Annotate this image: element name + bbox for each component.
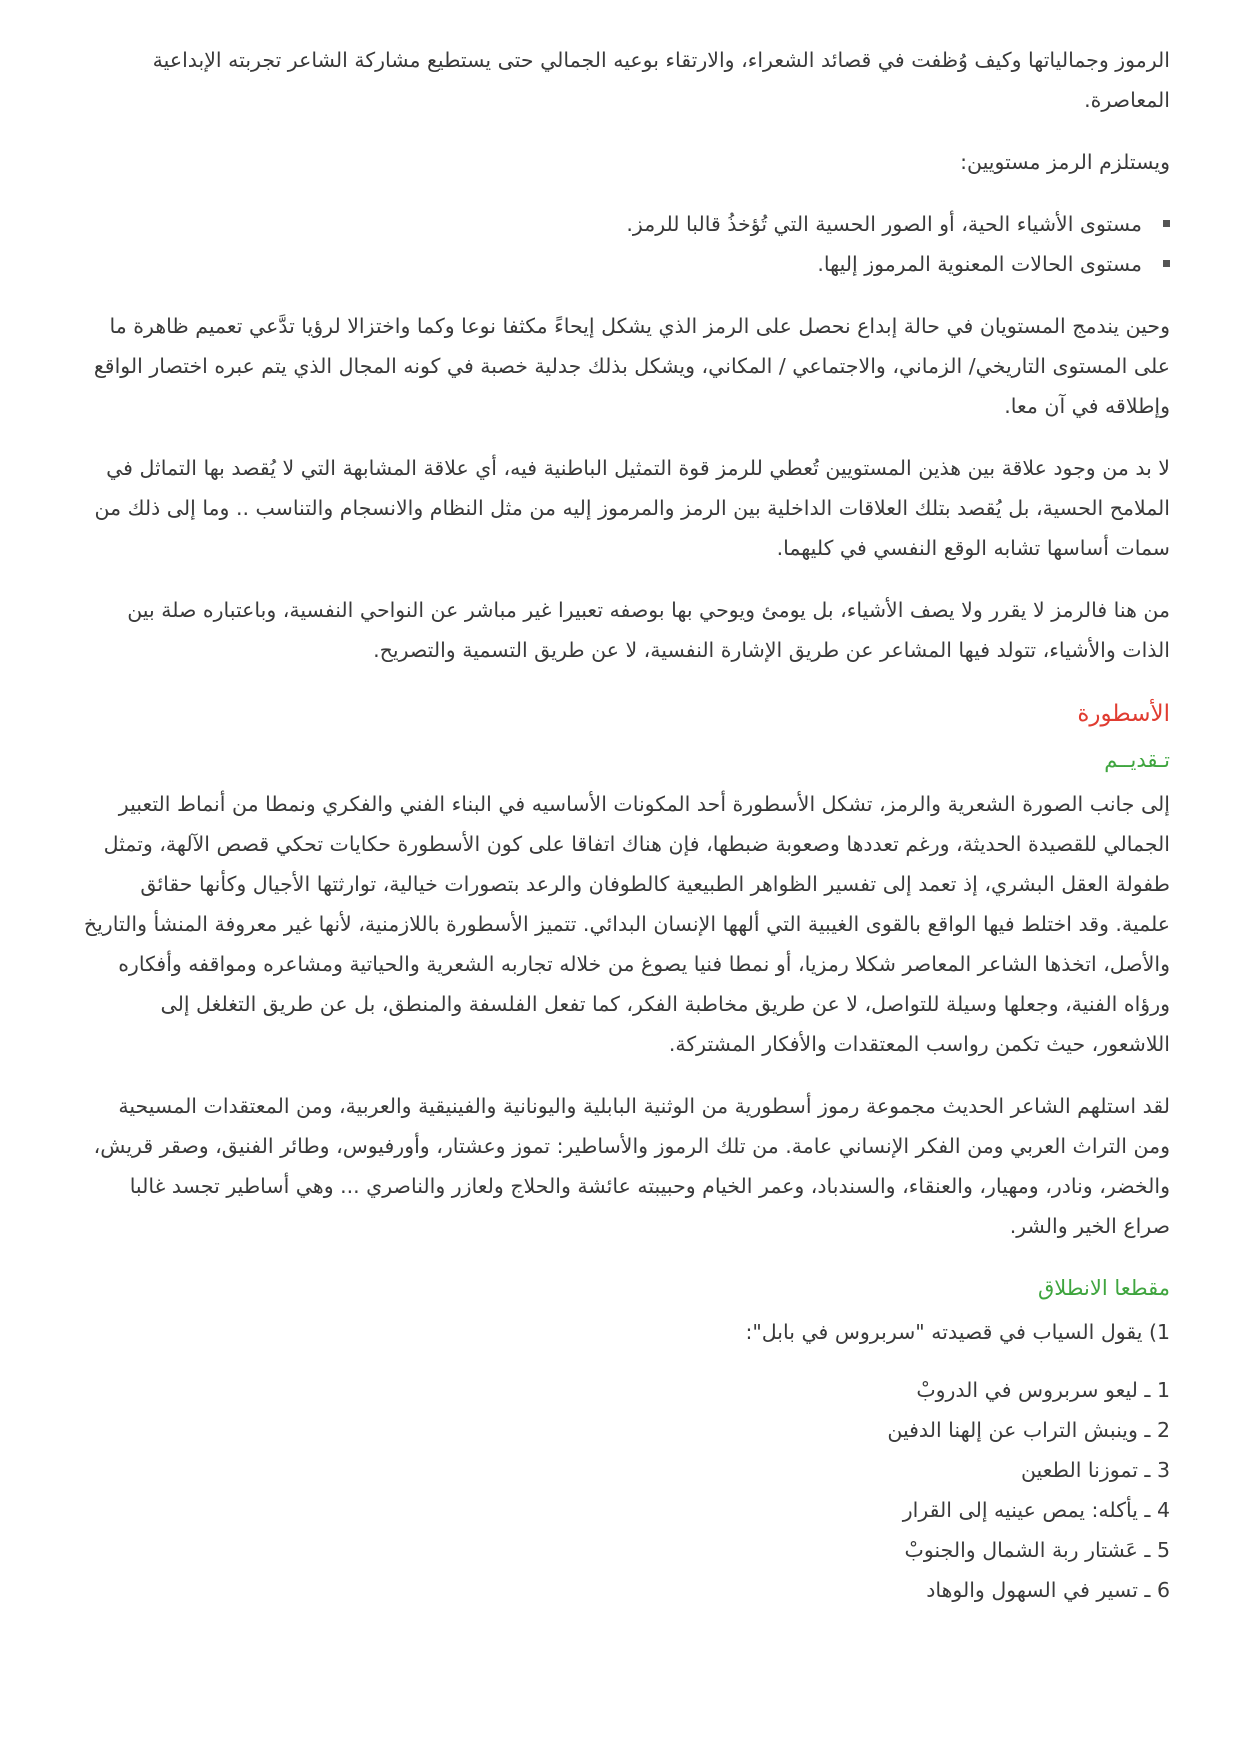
excerpt-intro: 1) يقول السياب في قصيدته "سربروس في بابل":	[745, 1320, 1170, 1344]
paragraph-relation: لا بد من وجود علاقة بين هذين المستويين تُعطي للرمز قوة التمثيل الباطنية فيه، أي علاقة المشابهة التي لا يُقصد بها التماثل في الملامح الحسية، بل يُقصد بتلك العلاقات الداخلية بين الرمز والمرموز إليه من مثل النظام والانسجام والتناسب .. وما إلى ذلك من سمات أساسها تشابه الوقع النفسي في كليهما.	[94, 456, 1170, 560]
paragraph-myth-symbols: لقد استلهم الشاعر الحديث مجموعة رموز أسطورية من الوثنية البابلية واليونانية والفينيقية والعربية، ومن المعتقدات المسيحية ومن التراث العربي ومن الفكر الإنساني عامة. من تلك الرموز والأساطير: تموز وعشتار، وأورفيوس، وطائر الفنيق، وصقر قريش، والخضر، ونادر، ومهيار، والعنقاء، والسندباد، وعمر الخيام وحبيبته عائشة والحلاج ولعازر والناصري ... وهي أساطير تجسد غالبا صراع الخير والشر.	[93, 1094, 1170, 1238]
excerpt-title: مقطعا الانطلاق	[1037, 1276, 1170, 1300]
poem-line: 4 ـ يأكله: يمص عينيه إلى القرار	[902, 1498, 1170, 1522]
paragraph-two-levels: ويستلزم الرمز مستويين:	[960, 150, 1170, 174]
poem-line: 1 ـ ليعو سربروس في الدروبْ	[916, 1378, 1170, 1402]
list-item: مستوى الحالات المعنوية المرموز إليها.	[80, 244, 1142, 284]
section-title-myth: الأسطورة	[1077, 701, 1170, 727]
paragraph-myth-definition: إلى جانب الصورة الشعرية والرمز، تشكل الأسطورة أحد المكونات الأساسيه في البناء الفني والفكري ونمطا من أنماط التعبير الجمالي للقصيدة الحديثة، ورغم تعددها وصعوبة ضبطها، فإن هناك اتفاقا على كون الأسطورة حكايات تحكي قصص الآلهة، وتمثل طفولة العقل البشري، إذ تعمد إلى تفسير الظواهر الطبيعية كالطوفان والرعد بتصورات خيالية، توارثتها الأجيال وكأنها حقائق علمية. وقد اختلط فيها الواقع بالقوى الغيبية التي ألهها الإنسان البدائي. تتميز الأسطورة باللازمنية، لأنها غير معروفة المنشأ والتاريخ والأصل، اتخذها الشاعر المعاصر شكلا رمزيا، أو نمطا فنيا يصوغ من خلاله تجاربه الشعرية والحياتية ومشاعره ومواقفه وأفكاره ورؤاه الفنية، وجعلها وسيلة للتواصل، لا عن طريق مخاطبة الفكر، كما تفعل الفلسفة والمنطق، بل عن طريق التغلغل إلى اللاشعور، حيث تكمن رواسب المعتقدات والأفكار المشتركة.	[83, 792, 1170, 1056]
paragraph-suggestion: من هنا فالرمز لا يقرر ولا يصف الأشياء، بل يومئ ويوحي بها بوصفه تعبيرا غير مباشر عن النواحي النفسية، وباعتباره صلة بين الذات والأشياء، تتولد فيها المشاعر عن طريق الإشارة النفسية، لا عن طريق التسمية والتصريح.	[127, 598, 1170, 662]
paragraph-merge-levels: وحين يندمج المستويان في حالة إبداع نحصل على الرمز الذي يشكل إيحاءً مكثفا نوعا وكما واختزالا لرؤيا تدَّعي تعميم ظاهرة ما على المستوى التاريخي/ الزماني، والاجتماعي / المكاني، ويشكل بذلك جدلية خصبة في كونه المجال الذي يتم عبره اختصار الواقع وإطلاقه في آن معا.	[93, 314, 1170, 418]
section-subtitle-intro: تـقديــم	[1104, 748, 1170, 772]
poem-line: 5 ـ عَشتار ربة الشمال والجنوبْ	[904, 1538, 1170, 1562]
document-page	[80, 40, 1170, 1610]
poem-line: 3 ـ تموزنا الطعين	[1020, 1458, 1170, 1482]
list-item: مستوى الأشياء الحية، أو الصور الحسية التي تُؤخذُ قالبا للرمز.	[80, 204, 1142, 244]
poem-line: 2 ـ وينبش التراب عن إلهنا الدفين	[887, 1418, 1170, 1442]
poem-excerpt	[80, 1370, 1170, 1610]
levels-list	[80, 204, 1170, 284]
poem-line: 6 ـ تسير في السهول والوهاد	[926, 1578, 1170, 1602]
paragraph-symbols-intro: الرموز وجمالياتها وكيف وُظفت في قصائد الشعراء، والارتقاء بوعيه الجمالي حتى يستطيع مشاركة الشاعر تجربته الإبداعية المعاصرة.	[152, 48, 1170, 112]
